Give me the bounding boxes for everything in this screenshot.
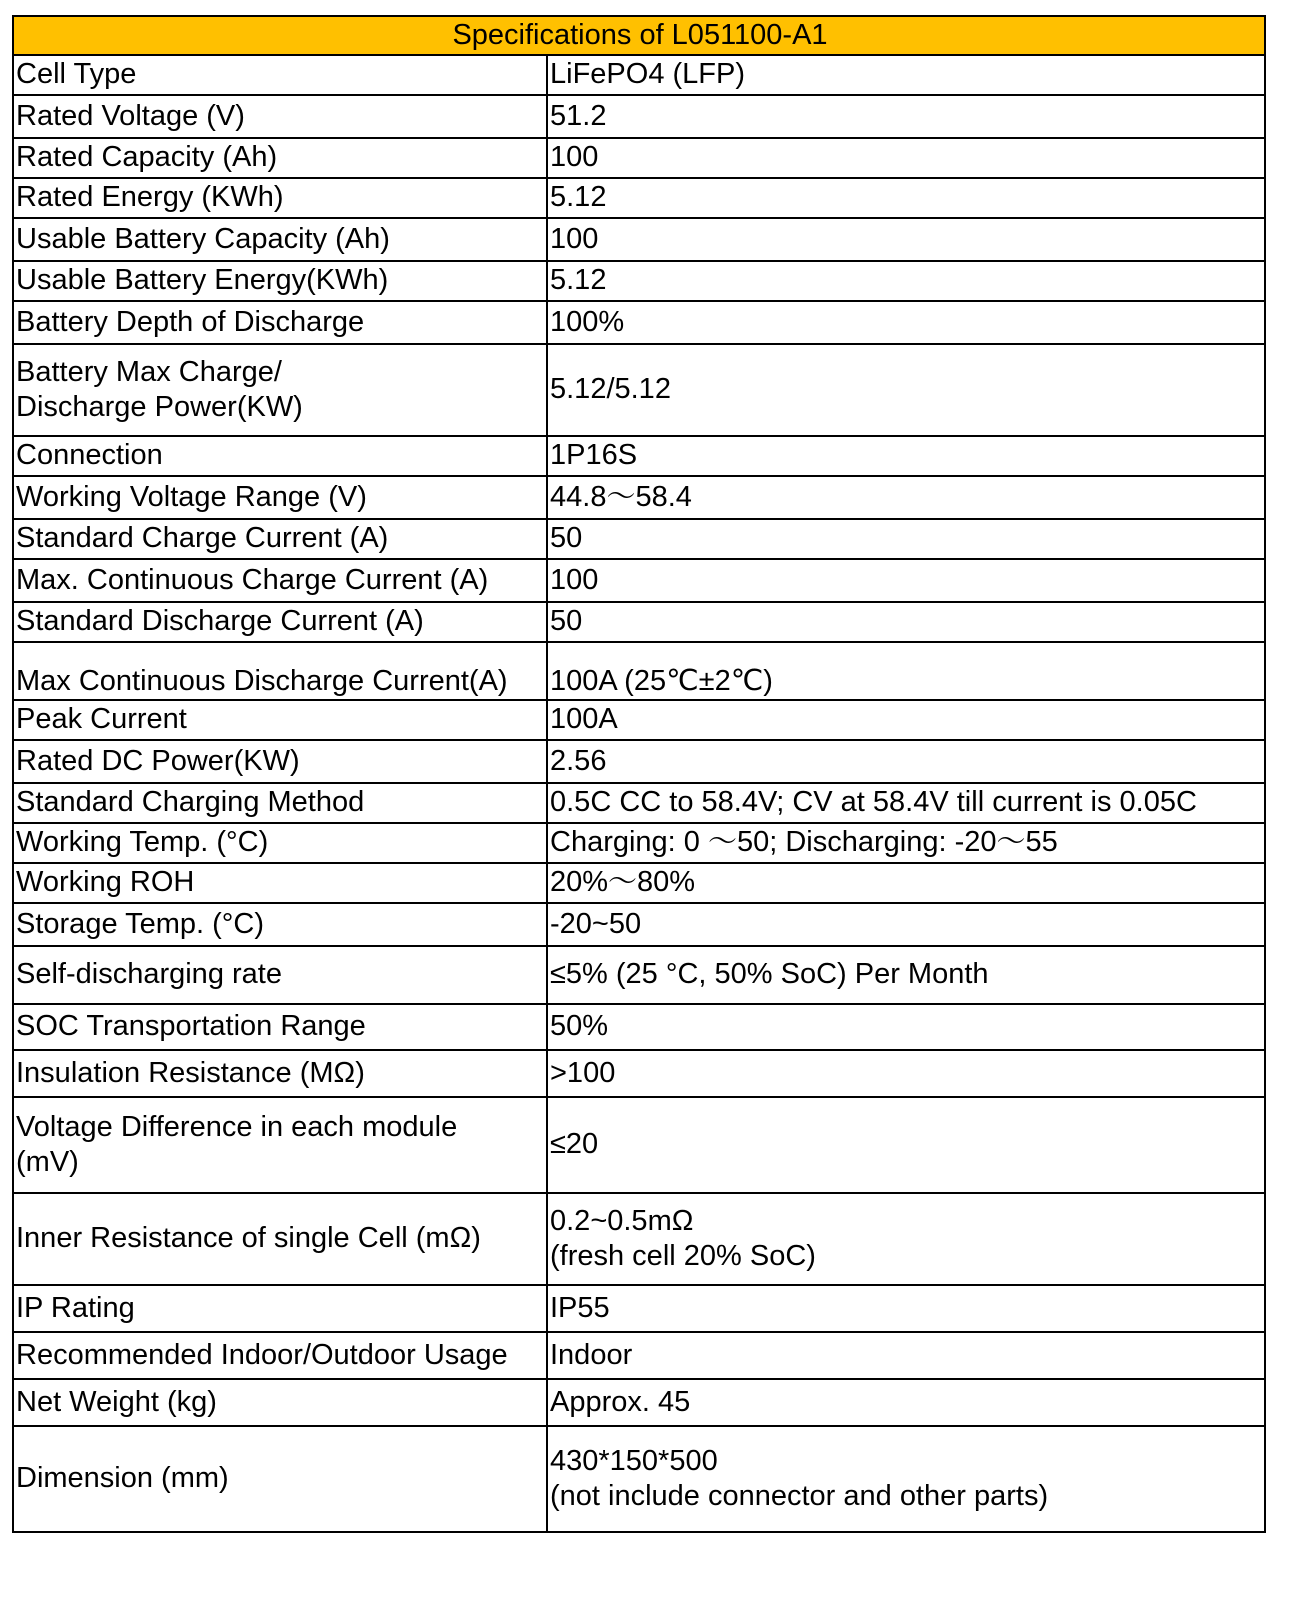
- parameter-label: Standard Discharge Current (A): [16, 605, 424, 638]
- parameter-label: Self-discharging rate: [16, 958, 282, 991]
- parameter-cell: [13, 1193, 547, 1285]
- table-row: [13, 344, 1265, 436]
- table-row: [13, 1004, 1265, 1050]
- parameter-label: Inner Resistance of single Cell (mΩ): [16, 1222, 481, 1255]
- table-row: [13, 301, 1265, 344]
- parameter-value: 51.2: [550, 99, 607, 132]
- value-cell: [547, 823, 1265, 863]
- parameter-value: 430*150*500: [550, 1444, 718, 1477]
- parameter-cell: [13, 178, 547, 218]
- table-row: [13, 1097, 1265, 1193]
- table-row: [13, 602, 1265, 642]
- parameter-label: Cell Type: [16, 58, 137, 91]
- parameter-cell: [13, 344, 547, 436]
- table-row: [13, 559, 1265, 602]
- value-cell: [547, 1285, 1265, 1332]
- parameter-cell: [13, 642, 547, 700]
- parameter-value: ≤5% (25 °C, 50% SoC) Per Month: [550, 958, 989, 991]
- value-cell: [547, 95, 1265, 138]
- value-cell: [547, 1379, 1265, 1426]
- parameter-label: Rated DC Power(KW): [16, 744, 300, 777]
- parameter-cell: [13, 700, 547, 740]
- value-cell: [547, 476, 1265, 519]
- parameter-cell: [13, 1379, 547, 1426]
- parameter-value: 0.5C CC to 58.4V; CV at 58.4V till current is 0.05C: [550, 786, 1197, 819]
- table-row: [13, 783, 1265, 823]
- table-row: [13, 1426, 1265, 1532]
- table-row: [13, 1379, 1265, 1426]
- table-row: [13, 1193, 1265, 1285]
- parameter-label: Standard Charge Current (A): [16, 522, 389, 555]
- specifications-table: [12, 15, 1266, 1533]
- parameter-value: 100%: [550, 305, 625, 338]
- parameter-value: 50: [550, 605, 583, 638]
- parameter-label: Rated Voltage (V): [16, 99, 245, 132]
- parameter-label: Recommended Indoor/Outdoor Usage: [16, 1338, 508, 1371]
- parameter-label: Working ROH: [16, 866, 195, 899]
- parameter-value: 5.12: [550, 264, 607, 297]
- value-cell: [547, 301, 1265, 344]
- parameter-label: Usable Battery Capacity (Ah): [16, 222, 390, 255]
- parameter-value: 0.2~0.5mΩ: [550, 1204, 694, 1237]
- value-cell: [547, 783, 1265, 823]
- parameter-label: Usable Battery Energy(KWh): [16, 264, 389, 297]
- parameter-cell: [13, 95, 547, 138]
- parameter-label: Storage Temp. (°C): [16, 907, 264, 940]
- parameter-cell: [13, 783, 547, 823]
- parameter-cell: [13, 1426, 547, 1532]
- parameter-value: 5.12: [550, 181, 607, 214]
- parameter-value: 100: [550, 563, 599, 596]
- parameter-cell: [13, 476, 547, 519]
- table-row: [13, 55, 1265, 95]
- parameter-value: 44.8～58.4: [550, 480, 692, 513]
- parameter-value: 20%～80%: [550, 866, 696, 899]
- table-row: [13, 863, 1265, 903]
- table-row: [13, 261, 1265, 301]
- parameter-label: Working Temp. (°C): [16, 826, 269, 859]
- parameter-value: 1P16S: [550, 439, 638, 472]
- value-cell: [547, 559, 1265, 602]
- parameter-cell: [13, 138, 547, 178]
- table-row: [13, 476, 1265, 519]
- parameter-value: (fresh cell 20% SoC): [550, 1240, 816, 1272]
- value-cell: [547, 261, 1265, 301]
- table-header-row: [13, 16, 1265, 55]
- value-cell: [547, 178, 1265, 218]
- value-cell: [547, 1426, 1265, 1532]
- table-row: [13, 946, 1265, 1004]
- value-cell: [547, 1332, 1265, 1379]
- parameter-value: >100: [550, 1056, 616, 1089]
- parameter-cell: [13, 519, 547, 559]
- table-row: [13, 95, 1265, 138]
- parameter-label: Peak Current: [16, 703, 187, 736]
- parameter-value: Indoor: [550, 1338, 633, 1371]
- parameter-cell: [13, 436, 547, 476]
- parameter-label: Max. Continuous Charge Current (A): [16, 563, 489, 596]
- table-row: [13, 1285, 1265, 1332]
- table-row: [13, 218, 1265, 261]
- parameter-cell: [13, 903, 547, 946]
- parameter-cell: [13, 261, 547, 301]
- parameter-label: Standard Charging Method: [16, 786, 365, 819]
- parameter-cell: [13, 1004, 547, 1050]
- value-cell: [547, 1193, 1265, 1285]
- parameter-label: Rated Capacity (Ah): [16, 141, 278, 174]
- value-cell: [547, 344, 1265, 436]
- parameter-cell: [13, 602, 547, 642]
- value-cell: [547, 602, 1265, 642]
- table-row: [13, 740, 1265, 783]
- parameter-value: ≤20: [550, 1128, 599, 1161]
- value-cell: [547, 903, 1265, 946]
- table-body: [13, 55, 1265, 1532]
- parameter-label: SOC Transportation Range: [16, 1010, 366, 1043]
- parameter-label: Connection: [16, 439, 163, 472]
- parameter-cell: [13, 559, 547, 602]
- parameter-label: (mV): [16, 1146, 79, 1178]
- parameter-value: (not include connector and other parts): [550, 1480, 1049, 1512]
- parameter-cell: [13, 1097, 547, 1193]
- parameter-cell: [13, 1050, 547, 1097]
- parameter-label: Battery Depth of Discharge: [16, 305, 365, 338]
- parameter-value: 2.56: [550, 744, 607, 777]
- parameter-cell: [13, 55, 547, 95]
- table-row: [13, 642, 1265, 700]
- table-row: [13, 519, 1265, 559]
- parameter-value: Approx. 45: [550, 1385, 691, 1418]
- table-row: [13, 1050, 1265, 1097]
- table-row: [13, 436, 1265, 476]
- parameter-value: Charging: 0 ～50; Discharging: -20～55: [550, 826, 1058, 859]
- parameter-cell: [13, 1285, 547, 1332]
- value-cell: [547, 519, 1265, 559]
- parameter-cell: [13, 823, 547, 863]
- value-cell: [547, 55, 1265, 95]
- table-row: [13, 138, 1265, 178]
- parameter-cell: [13, 301, 547, 344]
- parameter-cell: [13, 1332, 547, 1379]
- parameter-label: Dimension (mm): [16, 1462, 229, 1495]
- table-row: [13, 903, 1265, 946]
- value-cell: [547, 436, 1265, 476]
- value-cell: [547, 740, 1265, 783]
- value-cell: [547, 700, 1265, 740]
- table-row: [13, 700, 1265, 740]
- parameter-value: 5.12/5.12: [550, 373, 671, 406]
- value-cell: [547, 642, 1265, 700]
- parameter-value: -20~50: [550, 907, 642, 940]
- parameter-label: Rated Energy (KWh): [16, 181, 284, 214]
- parameter-label: Working Voltage Range (V): [16, 480, 367, 513]
- value-cell: [547, 1004, 1265, 1050]
- parameter-label: Discharge Power(KW): [16, 391, 303, 423]
- table-row: [13, 823, 1265, 863]
- parameter-value: 100: [550, 222, 599, 255]
- value-cell: [547, 946, 1265, 1004]
- parameter-value: IP55: [550, 1291, 610, 1324]
- parameter-value: 50%: [550, 1010, 609, 1043]
- value-cell: [547, 1097, 1265, 1193]
- parameter-label: Net Weight (kg): [16, 1385, 217, 1418]
- parameter-label: Max Continuous Discharge Current(A): [16, 664, 508, 697]
- parameter-value: LiFePO4 (LFP): [550, 58, 745, 91]
- parameter-cell: [13, 863, 547, 903]
- parameter-label: Insulation Resistance (MΩ): [16, 1056, 365, 1089]
- value-cell: [547, 218, 1265, 261]
- table-title: Specifications of L051100-A1: [13, 16, 1265, 55]
- value-cell: [547, 1050, 1265, 1097]
- parameter-label: Voltage Difference in each module: [16, 1110, 458, 1143]
- parameter-value: 100: [550, 141, 599, 174]
- value-cell: [547, 863, 1265, 903]
- parameter-cell: [13, 740, 547, 783]
- parameter-label: Battery Max Charge/: [16, 355, 282, 388]
- parameter-cell: [13, 946, 547, 1004]
- parameter-cell: [13, 218, 547, 261]
- value-cell: [547, 138, 1265, 178]
- table-row: [13, 178, 1265, 218]
- parameter-value: 100A: [550, 703, 618, 736]
- parameter-value: 50: [550, 522, 583, 555]
- table-row: [13, 1332, 1265, 1379]
- parameter-value: 100A (25℃±2℃): [550, 664, 773, 697]
- parameter-label: IP Rating: [16, 1291, 135, 1324]
